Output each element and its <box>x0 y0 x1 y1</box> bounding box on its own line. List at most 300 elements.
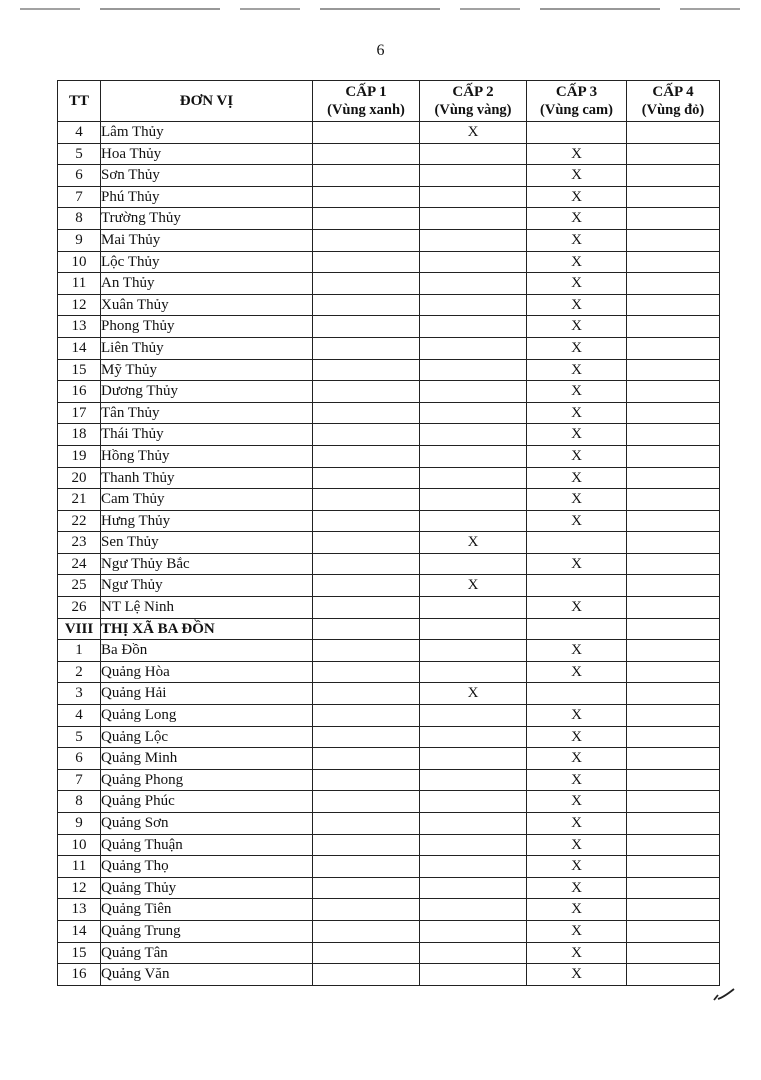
level-4-mark <box>627 337 720 359</box>
level-3-mark: X <box>527 489 627 511</box>
level-4-mark <box>627 229 720 251</box>
level-4-mark <box>627 899 720 921</box>
level-3-mark: X <box>527 553 627 575</box>
level-3-mark: X <box>527 251 627 273</box>
level-2-mark <box>420 769 527 791</box>
level-4-mark <box>627 489 720 511</box>
level-1-mark <box>313 229 420 251</box>
row-number: 20 <box>58 467 101 489</box>
header-level-1-zone: (Vùng xanh) <box>327 102 405 118</box>
row-number: 10 <box>58 251 101 273</box>
level-3-mark: X <box>527 813 627 835</box>
table-row <box>58 467 720 489</box>
row-number: 3 <box>58 683 101 705</box>
table-row <box>58 748 720 770</box>
level-2-mark: X <box>420 122 527 144</box>
level-1-mark <box>313 683 420 705</box>
table-row <box>58 165 720 187</box>
unit-name: Ba Đồn <box>101 640 313 662</box>
level-3-mark: X <box>527 186 627 208</box>
level-1-mark <box>313 251 420 273</box>
level-3-mark: X <box>527 834 627 856</box>
row-number: 5 <box>58 726 101 748</box>
level-3-mark: X <box>527 661 627 683</box>
level-4-mark <box>627 964 720 986</box>
level-1-mark <box>313 532 420 554</box>
level-2-mark <box>420 813 527 835</box>
zone-level-table <box>57 80 720 986</box>
level-4-mark <box>627 683 720 705</box>
level-2-mark <box>420 467 527 489</box>
table-row <box>58 424 720 446</box>
level-3-mark: X <box>527 791 627 813</box>
header-level-3-label: CẤP 3 <box>555 84 598 100</box>
level-1-mark <box>313 208 420 230</box>
level-2-mark <box>420 877 527 899</box>
level-3-mark: X <box>527 920 627 942</box>
level-2-mark <box>420 445 527 467</box>
level-1-mark <box>313 424 420 446</box>
level-4-mark <box>627 510 720 532</box>
level-2-mark <box>420 381 527 403</box>
level-2-mark <box>420 618 527 640</box>
level-3-mark: X <box>527 445 627 467</box>
table-row <box>58 683 720 705</box>
level-1-mark <box>313 273 420 295</box>
level-2-mark <box>420 316 527 338</box>
level-1-mark <box>313 964 420 986</box>
level-2-mark <box>420 424 527 446</box>
header-level-4 <box>627 81 720 122</box>
unit-name: Lộc Thủy <box>101 251 313 273</box>
row-number: 11 <box>58 273 101 295</box>
row-number: 7 <box>58 186 101 208</box>
table-row <box>58 337 720 359</box>
level-4-mark <box>627 359 720 381</box>
level-1-mark <box>313 942 420 964</box>
table-row <box>58 294 720 316</box>
table-row <box>58 705 720 727</box>
unit-name: Quảng Phúc <box>101 791 313 813</box>
scan-header-line <box>20 8 740 10</box>
unit-name: Hồng Thủy <box>101 445 313 467</box>
level-3-mark: X <box>527 294 627 316</box>
level-2-mark <box>420 942 527 964</box>
row-number: 14 <box>58 337 101 359</box>
level-4-mark <box>627 834 720 856</box>
level-3-mark: X <box>527 467 627 489</box>
level-3-mark: X <box>527 143 627 165</box>
level-1-mark <box>313 553 420 575</box>
level-1-mark <box>313 445 420 467</box>
level-3-mark: X <box>527 381 627 403</box>
table-row <box>58 834 720 856</box>
level-1-mark <box>313 186 420 208</box>
table-row <box>58 791 720 813</box>
unit-name: Quảng Văn <box>101 964 313 986</box>
level-1-mark <box>313 813 420 835</box>
row-number: 11 <box>58 856 101 878</box>
row-number: 10 <box>58 834 101 856</box>
level-2-mark <box>420 359 527 381</box>
level-1-mark <box>313 705 420 727</box>
row-number: 5 <box>58 143 101 165</box>
level-1-mark <box>313 597 420 619</box>
table-row <box>58 359 720 381</box>
level-4-mark <box>627 726 720 748</box>
level-4-mark <box>627 769 720 791</box>
row-number: 26 <box>58 597 101 619</box>
row-number: 8 <box>58 791 101 813</box>
unit-name: Liên Thủy <box>101 337 313 359</box>
table-row <box>58 553 720 575</box>
level-4-mark <box>627 748 720 770</box>
unit-name: Ngư Thủy Bắc <box>101 553 313 575</box>
level-2-mark <box>420 251 527 273</box>
unit-name: Trường Thủy <box>101 208 313 230</box>
level-1-mark <box>313 316 420 338</box>
table-row <box>58 316 720 338</box>
level-3-mark: X <box>527 273 627 295</box>
level-1-mark <box>313 165 420 187</box>
unit-name: Quảng Hải <box>101 683 313 705</box>
table-row <box>58 640 720 662</box>
level-4-mark <box>627 251 720 273</box>
header-level-1-label: CẤP 1 <box>345 84 387 100</box>
level-1-mark <box>313 877 420 899</box>
level-2-mark <box>420 402 527 424</box>
level-3-mark: X <box>527 942 627 964</box>
level-2-mark <box>420 510 527 532</box>
row-number: 22 <box>58 510 101 532</box>
level-2-mark: X <box>420 532 527 554</box>
row-number: 21 <box>58 489 101 511</box>
row-number: VIII <box>58 618 101 640</box>
unit-name: Quảng Lộc <box>101 726 313 748</box>
unit-name: Mai Thủy <box>101 229 313 251</box>
level-2-mark <box>420 705 527 727</box>
level-4-mark <box>627 165 720 187</box>
level-4-mark <box>627 316 720 338</box>
row-number: 23 <box>58 532 101 554</box>
handwritten-check-mark <box>712 988 736 1002</box>
unit-name: An Thủy <box>101 273 313 295</box>
level-3-mark: X <box>527 640 627 662</box>
row-number: 16 <box>58 381 101 403</box>
level-3-mark: X <box>527 165 627 187</box>
level-3-mark <box>527 618 627 640</box>
unit-name: Sen Thủy <box>101 532 313 554</box>
level-1-mark <box>313 294 420 316</box>
level-1-mark <box>313 467 420 489</box>
table-row <box>58 575 720 597</box>
level-1-mark <box>313 791 420 813</box>
table-row <box>58 532 720 554</box>
header-tt: TT <box>58 81 101 122</box>
table-row <box>58 813 720 835</box>
level-3-mark: X <box>527 748 627 770</box>
row-number: 13 <box>58 899 101 921</box>
level-4-mark <box>627 208 720 230</box>
row-number: 12 <box>58 294 101 316</box>
unit-name: Quảng Thuận <box>101 834 313 856</box>
row-number: 7 <box>58 769 101 791</box>
level-4-mark <box>627 143 720 165</box>
header-level-4-zone: (Vùng đỏ) <box>641 102 705 118</box>
level-3-mark: X <box>527 877 627 899</box>
unit-name: Ngư Thủy <box>101 575 313 597</box>
header-level-1 <box>313 81 420 122</box>
table-row <box>58 920 720 942</box>
level-4-mark <box>627 467 720 489</box>
level-4-mark <box>627 553 720 575</box>
level-2-mark <box>420 489 527 511</box>
level-1-mark <box>313 337 420 359</box>
level-2-mark <box>420 726 527 748</box>
level-1-mark <box>313 834 420 856</box>
level-1-mark <box>313 661 420 683</box>
level-4-mark <box>627 877 720 899</box>
level-3-mark: X <box>527 337 627 359</box>
unit-name: Phú Thủy <box>101 186 313 208</box>
level-4-mark <box>627 618 720 640</box>
table-body <box>58 122 720 986</box>
unit-name: Hoa Thủy <box>101 143 313 165</box>
level-3-mark: X <box>527 856 627 878</box>
level-1-mark <box>313 575 420 597</box>
level-2-mark <box>420 748 527 770</box>
level-3-mark: X <box>527 597 627 619</box>
table-row <box>58 273 720 295</box>
level-2-mark <box>420 553 527 575</box>
table-row <box>58 402 720 424</box>
row-number: 4 <box>58 122 101 144</box>
table-row <box>58 122 720 144</box>
section-row <box>58 618 720 640</box>
level-4-mark <box>627 597 720 619</box>
level-2-mark <box>420 186 527 208</box>
unit-name: Quảng Tiên <box>101 899 313 921</box>
header-unit: ĐƠN VỊ <box>101 81 313 122</box>
unit-name: Quảng Long <box>101 705 313 727</box>
table-row <box>58 942 720 964</box>
level-1-mark <box>313 856 420 878</box>
unit-name: Mỹ Thủy <box>101 359 313 381</box>
level-3-mark: X <box>527 510 627 532</box>
page-number: 6 <box>376 42 385 59</box>
level-3-mark: X <box>527 424 627 446</box>
header-level-2-zone: (Vùng vàng) <box>434 102 512 118</box>
level-2-mark <box>420 229 527 251</box>
level-2-mark <box>420 791 527 813</box>
level-4-mark <box>627 920 720 942</box>
row-number: 18 <box>58 424 101 446</box>
level-1-mark <box>313 359 420 381</box>
row-number: 24 <box>58 553 101 575</box>
unit-name: Dương Thủy <box>101 381 313 403</box>
level-4-mark <box>627 294 720 316</box>
unit-name: Quảng Hòa <box>101 661 313 683</box>
unit-name: Quảng Thọ <box>101 856 313 878</box>
row-number: 17 <box>58 402 101 424</box>
level-3-mark: X <box>527 316 627 338</box>
row-number: 19 <box>58 445 101 467</box>
level-3-mark: X <box>527 359 627 381</box>
level-2-mark <box>420 273 527 295</box>
unit-name: Quảng Minh <box>101 748 313 770</box>
unit-name: Quảng Thủy <box>101 877 313 899</box>
table-row <box>58 661 720 683</box>
unit-name: Quảng Phong <box>101 769 313 791</box>
level-2-mark <box>420 856 527 878</box>
level-4-mark <box>627 532 720 554</box>
row-number: 4 <box>58 705 101 727</box>
row-number: 8 <box>58 208 101 230</box>
level-2-mark <box>420 964 527 986</box>
level-3-mark: X <box>527 229 627 251</box>
row-number: 13 <box>58 316 101 338</box>
level-3-mark: X <box>527 402 627 424</box>
unit-name: Lâm Thủy <box>101 122 313 144</box>
row-number: 2 <box>58 661 101 683</box>
row-number: 25 <box>58 575 101 597</box>
level-4-mark <box>627 942 720 964</box>
table-row <box>58 597 720 619</box>
level-4-mark <box>627 575 720 597</box>
level-2-mark <box>420 920 527 942</box>
level-1-mark <box>313 899 420 921</box>
level-1-mark <box>313 143 420 165</box>
table-row <box>58 186 720 208</box>
level-1-mark <box>313 510 420 532</box>
level-3-mark: X <box>527 964 627 986</box>
level-4-mark <box>627 424 720 446</box>
level-2-mark <box>420 208 527 230</box>
unit-name: Quảng Trung <box>101 920 313 942</box>
unit-name: NT Lệ Ninh <box>101 597 313 619</box>
level-2-mark <box>420 834 527 856</box>
row-number: 15 <box>58 942 101 964</box>
table-row <box>58 899 720 921</box>
row-number: 6 <box>58 748 101 770</box>
level-3-mark: X <box>527 899 627 921</box>
level-1-mark <box>313 640 420 662</box>
level-4-mark <box>627 705 720 727</box>
unit-name: Thái Thủy <box>101 424 313 446</box>
level-3-mark <box>527 532 627 554</box>
row-number: 9 <box>58 813 101 835</box>
table-row <box>58 856 720 878</box>
row-number: 9 <box>58 229 101 251</box>
unit-name: Sơn Thủy <box>101 165 313 187</box>
header-level-4-label: CẤP 4 <box>652 84 694 100</box>
level-3-mark <box>527 575 627 597</box>
unit-name: Quảng Tân <box>101 942 313 964</box>
unit-name: Hưng Thủy <box>101 510 313 532</box>
level-1-mark <box>313 489 420 511</box>
unit-name: THỊ XÃ BA ĐỒN <box>101 618 313 640</box>
table-row <box>58 445 720 467</box>
level-2-mark <box>420 661 527 683</box>
table-row <box>58 769 720 791</box>
level-2-mark <box>420 597 527 619</box>
table-row <box>58 229 720 251</box>
level-1-mark <box>313 402 420 424</box>
level-3-mark: X <box>527 769 627 791</box>
header-level-2-label: CẤP 2 <box>452 84 494 100</box>
level-1-mark <box>313 769 420 791</box>
header-level-3 <box>527 81 627 122</box>
level-3-mark: X <box>527 705 627 727</box>
table-row <box>58 143 720 165</box>
unit-name: Phong Thủy <box>101 316 313 338</box>
table-row <box>58 251 720 273</box>
table-row <box>58 964 720 986</box>
level-3-mark: X <box>527 726 627 748</box>
level-4-mark <box>627 640 720 662</box>
level-2-mark: X <box>420 575 527 597</box>
level-1-mark <box>313 618 420 640</box>
row-number: 15 <box>58 359 101 381</box>
table-row <box>58 208 720 230</box>
level-1-mark <box>313 122 420 144</box>
level-4-mark <box>627 661 720 683</box>
header-level-2 <box>420 81 527 122</box>
level-4-mark <box>627 186 720 208</box>
level-1-mark <box>313 920 420 942</box>
level-1-mark <box>313 726 420 748</box>
level-4-mark <box>627 445 720 467</box>
level-3-mark <box>527 122 627 144</box>
unit-name: Tân Thủy <box>101 402 313 424</box>
level-2-mark: X <box>420 683 527 705</box>
unit-name: Xuân Thủy <box>101 294 313 316</box>
level-2-mark <box>420 337 527 359</box>
level-4-mark <box>627 813 720 835</box>
level-4-mark <box>627 402 720 424</box>
level-1-mark <box>313 381 420 403</box>
header-level-3-zone: (Vùng cam) <box>540 102 613 118</box>
table-row <box>58 381 720 403</box>
row-number: 14 <box>58 920 101 942</box>
table-row <box>58 877 720 899</box>
level-3-mark <box>527 683 627 705</box>
row-number: 16 <box>58 964 101 986</box>
level-4-mark <box>627 791 720 813</box>
table-row <box>58 489 720 511</box>
level-2-mark <box>420 899 527 921</box>
level-1-mark <box>313 748 420 770</box>
unit-name: Thanh Thủy <box>101 467 313 489</box>
level-2-mark <box>420 294 527 316</box>
level-2-mark <box>420 165 527 187</box>
level-4-mark <box>627 856 720 878</box>
level-4-mark <box>627 273 720 295</box>
level-4-mark <box>627 381 720 403</box>
table-header-row <box>58 81 720 122</box>
level-3-mark: X <box>527 208 627 230</box>
table-row <box>58 726 720 748</box>
row-number: 12 <box>58 877 101 899</box>
row-number: 1 <box>58 640 101 662</box>
level-4-mark <box>627 122 720 144</box>
level-2-mark <box>420 640 527 662</box>
unit-name: Quảng Sơn <box>101 813 313 835</box>
unit-name: Cam Thủy <box>101 489 313 511</box>
level-2-mark <box>420 143 527 165</box>
row-number: 6 <box>58 165 101 187</box>
table-row <box>58 510 720 532</box>
